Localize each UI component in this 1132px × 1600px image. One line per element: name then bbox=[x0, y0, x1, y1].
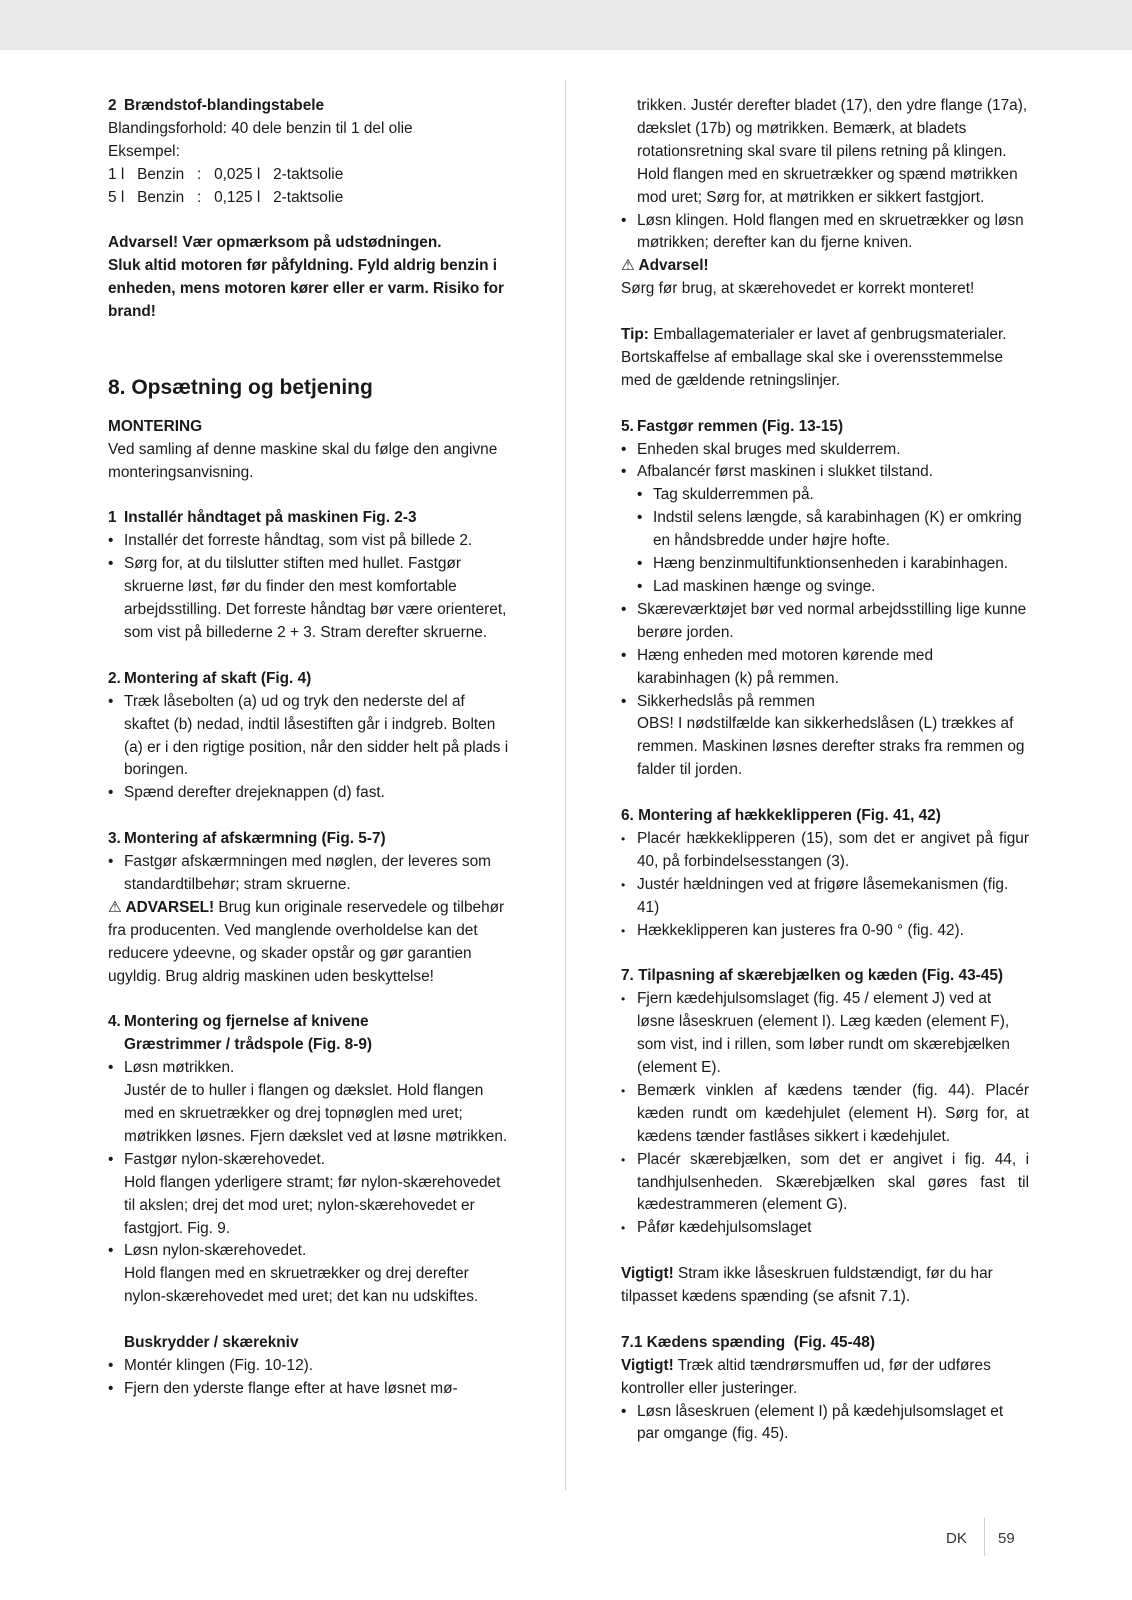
list-item: • Montér klingen (Fig. 10-12). bbox=[108, 1355, 510, 1378]
page-number: 59 bbox=[998, 1530, 1015, 1547]
list-item: • Lad maskinen hænge og svinge. bbox=[637, 576, 1029, 599]
tip-paragraph: Tip: Emballagematerialer er lavet af genbrugsmaterialer. Bortskaffelse af emballage skal ske i overensstemmelse med de gældende retningslinjer. bbox=[621, 326, 1007, 389]
list-item: • Sikkerhedslås på remmen OBS! I nødstilfælde kan sikkerhedslåsen (L) trækkes af remmen. Maskinen løsnes derefter straks fra remmen og falder til jorden. bbox=[621, 691, 1029, 783]
section-1-list bbox=[108, 530, 510, 645]
section-2-heading: 2 Brændstof-blandingstabele bbox=[108, 97, 325, 114]
brushcutter-subheading: Buskrydder / skærekniv bbox=[124, 1334, 299, 1352]
brushcutter-list bbox=[108, 1355, 510, 1401]
list-item: • Løsn klingen. Hold flangen med en skruetrækker og løsn møtrikken; derefter kan du fjerne kniven. bbox=[621, 210, 1029, 256]
list-item: • Løsn nylon-skærehovedet. Hold flangen med en skruetrækker og drej derefter nylon-skærehovedet med uret; det kan nu udskiftes. bbox=[108, 1240, 510, 1309]
list-item: • Placér hækkeklipperen (15), som det er angivet på figur 40, på forbindelsesstangen (3). bbox=[621, 828, 1029, 874]
list-item: • Fjern den yderste flange efter at have løsnet mø- bbox=[108, 1378, 510, 1401]
warning-text: Sørg før brug, at skærehovedet er korrekt monteret! bbox=[621, 280, 975, 298]
list-item: • Påfør kædehjulsomslaget bbox=[621, 1217, 1029, 1240]
example-label: Eksempel: bbox=[108, 142, 180, 160]
list-item: • Tag skulderremmen på. bbox=[637, 484, 1029, 507]
list-item: • Bemærk vinklen af kædens tænder (fig. 44). Placér kæden rundt om kædehjulet (element H). Sørg for, at kædens tænder fastlåses sikkert i kædehjulet. bbox=[621, 1080, 1029, 1149]
footer-divider bbox=[984, 1518, 985, 1556]
mix-row-2: 5 l Benzin : 0,125 l 2-taktsolie bbox=[108, 188, 344, 206]
exhaust-warning-title: Advarsel! Vær opmærksom på udstødningen. bbox=[108, 234, 442, 252]
important-note-2: Vigtigt! Træk altid tændrørsmuffen ud, før der udføres kontroller eller justeringer. bbox=[621, 1356, 991, 1397]
list-item: • Løsn møtrikken. Justér de to huller i flangen og dækslet. Hold flangen med en skruetrækker og drej topnøglen med uret; møtrikken løsnes. Fjern dækslet ved at løsne møtrikken. bbox=[108, 1057, 510, 1149]
section-knives-list bbox=[108, 1057, 510, 1309]
list-item: • Fjern kædehjulsomslaget (fig. 45 / element J) ved at løsne låseskruen (element I). Læg kæden (element F), som vist, ind i rillen, som løber rundt om skærebjælken (element E). bbox=[621, 988, 1029, 1080]
list-item: • Justér hældningen ved at frigøre låsemekanismen (fig. 41) bbox=[621, 874, 1029, 920]
list-item: • Løsn låseskruen (element I) på kædehjulsomslaget et par omgange (fig. 45). bbox=[621, 1401, 1029, 1447]
section-1-heading: 1 Installér håndtaget på maskinen Fig. 2-3 bbox=[108, 509, 417, 527]
section-tension-list bbox=[621, 1401, 1029, 1447]
list-item: • Skæreværktøjet bør ved normal arbejdsstilling lige kunne berøre jorden. bbox=[621, 599, 1029, 645]
section-shaft-heading: 2. Montering af skaft (Fig. 4) bbox=[108, 669, 312, 687]
list-item: • Sørg for, at du tilslutter stiften med hullet. Fastgør skruerne løst, før du finder den mest komfortable arbejdsstilling. Det forreste håndtag bør være orienteret, som vist på billederne 2 + 3. Stram derefter skruerne. bbox=[108, 553, 510, 645]
list-item: • Fastgør nylon-skærehovedet. Hold flangen yderligere stramt; før nylon-skærehovedet til akslen; drej det mod uret; nylon-skærehovedet er fastgjort. Fig. 9. bbox=[108, 1149, 510, 1241]
right-column bbox=[621, 95, 1029, 1446]
list-item: • Fastgør afskærmningen med nøglen, der leveres som standardtilbehør; stram skruerne. bbox=[108, 851, 510, 897]
section-knives-heading: 4. Montering og fjernelse af knivene bbox=[108, 1013, 369, 1031]
mixing-ratio: Blandingsforhold: 40 dele benzin til 1 del olie bbox=[108, 119, 413, 137]
list-item: • Hæng enheden med motoren kørende med karabinhagen (k) på remmen. bbox=[621, 645, 1029, 691]
chapter-heading: 8. Opsætning og betjening bbox=[108, 375, 373, 399]
section-hedge-heading: 6. Montering af hækkeklipperen (Fig. 41, 42) bbox=[621, 807, 941, 825]
section-guard-heading: 3. Montering af afskærmning (Fig. 5-7) bbox=[108, 830, 386, 848]
top-bar bbox=[0, 0, 1132, 50]
exhaust-warning-text: Sluk altid motoren før påfyldning. Fyld aldrig benzin i enheden, mens motoren kører eller er varm. Risiko for brand! bbox=[108, 257, 505, 321]
section-chain-heading: 7. Tilpasning af skærebjælken og kæden (Fig. 43-45) bbox=[621, 967, 1004, 985]
warning-label: ⚠ ADVARSEL! bbox=[108, 898, 215, 916]
language-code: DK bbox=[946, 1530, 967, 1547]
strap-sub-list bbox=[637, 484, 1029, 599]
montering-heading: MONTERING bbox=[108, 417, 203, 435]
section-strap-list bbox=[621, 439, 1029, 485]
list-item: • Afbalancér først maskinen i slukket tilstand. bbox=[621, 461, 1029, 484]
left-column bbox=[108, 95, 510, 1401]
continued-text: trikken. Justér derefter bladet (17), den ydre flange (17a), dækslet (17b) og møtrikken. Bemærk, at bladets rotationsretning skal svare til pilens retning på klingen. Hold flangen med en skruetrækker og spænd møtrikken mod uret; Sørg for, at møtrikken er sikkert fastgjort. bbox=[637, 97, 1028, 206]
blade-list bbox=[621, 210, 1029, 256]
warning-label: ⚠ Advarsel! bbox=[621, 257, 709, 275]
trimmer-subheading: Græstrimmer / trådspole (Fig. 8-9) bbox=[124, 1036, 373, 1054]
guard-warning: ⚠ ADVARSEL! Brug kun originale reservedele og tilbehør fra producenten. Ved manglende overholdelse kan det reducere ydeevne, og skader opstår og gør garantien ugyldig. Brug aldrig maskinen uden beskyttelse! bbox=[108, 898, 505, 985]
section-chain-list bbox=[621, 988, 1029, 1240]
list-item: • Indstil selens længde, så karabinhagen (K) er omkring en håndsbredde under højre hofte. bbox=[637, 507, 1029, 553]
section-strap-heading: 5. Fastgør remmen (Fig. 13-15) bbox=[621, 417, 844, 435]
list-item: • Hæng benzinmultifunktionsenheden i karabinhagen. bbox=[637, 553, 1029, 576]
list-item: • Installér det forreste håndtag, som vist på billede 2. bbox=[108, 530, 510, 553]
montering-text: Ved samling af denne maskine skal du følge den angivne monteringsanvisning. bbox=[108, 440, 498, 481]
section-hedge-list bbox=[621, 828, 1029, 943]
list-item: • Hækkeklipperen kan justeres fra 0-90 ° (fig. 42). bbox=[621, 920, 1029, 943]
section-shaft-list bbox=[108, 691, 510, 806]
section-strap-list-2 bbox=[621, 599, 1029, 782]
list-item: • Spænd derefter drejeknappen (d) fast. bbox=[108, 782, 510, 805]
list-item: • Træk låsebolten (a) ud og tryk den nederste del af skaftet (b) nedad, indtil låsestiften går i indgreb. Bolten (a) er i den rigtige position, når den sidder helt på plads i boringen. bbox=[108, 691, 510, 783]
mix-row-1: 1 l Benzin : 0,025 l 2-taktsolie bbox=[108, 165, 344, 183]
section-tension-heading: 7.1 Kædens spænding (Fig. 45-48) bbox=[621, 1333, 875, 1351]
section-guard-list bbox=[108, 851, 510, 897]
list-item: • Enheden skal bruges med skulderrem. bbox=[621, 439, 1029, 462]
column-divider bbox=[565, 80, 566, 1490]
important-note-1: Vigtigt! Stram ikke låseskruen fuldstændigt, før du har tilpasset kædens spænding (se afsnit 7.1). bbox=[621, 1265, 993, 1306]
list-item: • Placér skærebjælken, som det er angivet i fig. 44, i tandhjulsenheden. Skærebjælken skal gøres fast til kædestrammeren (element G). bbox=[621, 1149, 1029, 1218]
